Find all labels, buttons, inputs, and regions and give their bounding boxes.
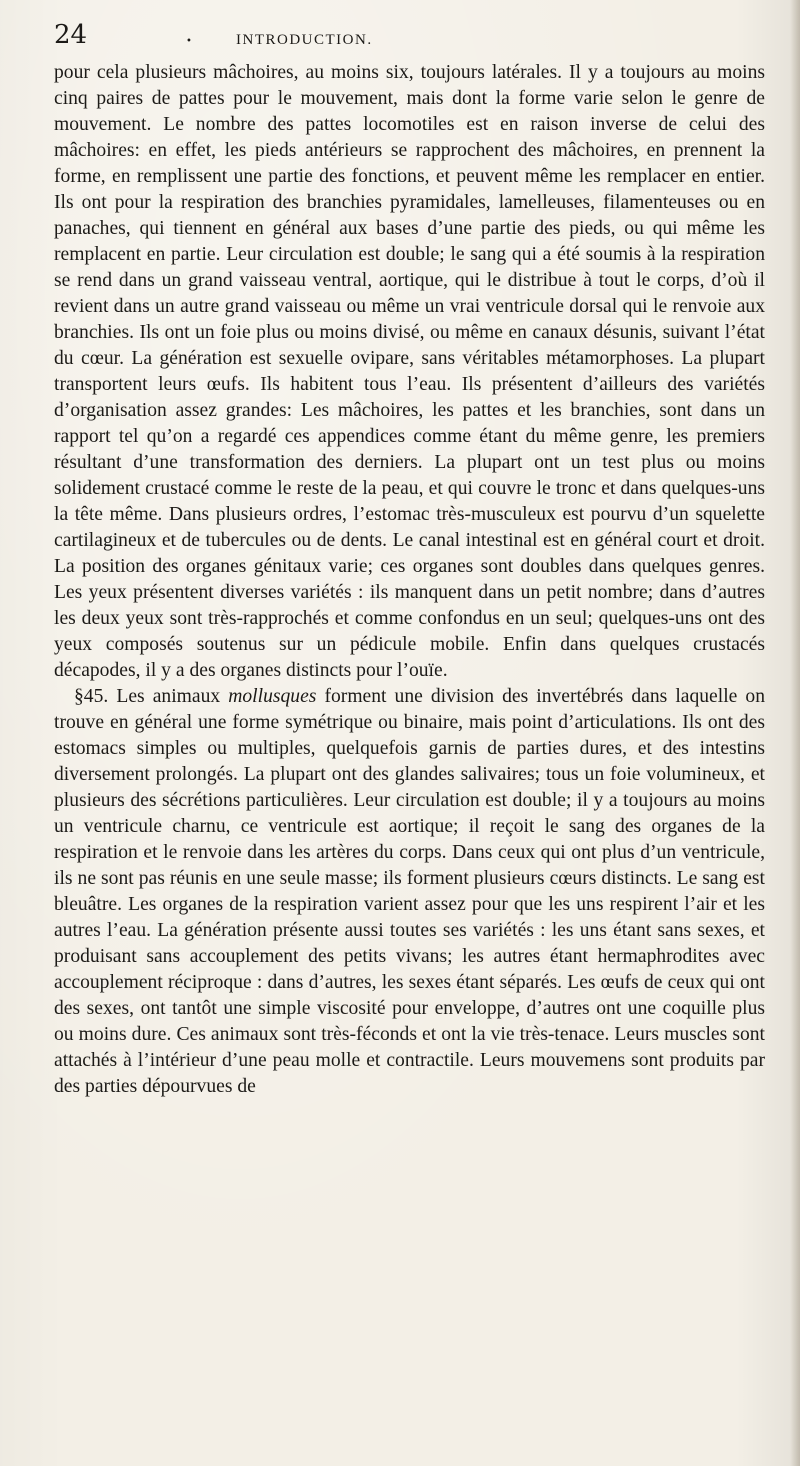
page-edge-shadow bbox=[790, 0, 800, 1466]
paragraph-crustaces bbox=[54, 60, 765, 684]
paragraph-lead: Les animaux bbox=[116, 686, 221, 707]
body-text bbox=[54, 60, 765, 1100]
italic-term: mollusques bbox=[228, 686, 317, 707]
section-number: §45. bbox=[74, 686, 109, 707]
header-dot-mark: • bbox=[186, 36, 192, 47]
page-header bbox=[54, 18, 754, 58]
paragraph-text: forment une division des invertébrés dans laquelle on trouve en général une forme symétrique ou binaire, mais point d’articulations. Ils ont des estomacs simples ou multiples, quelquefois garnis de parties dures, et des intestins diversement prolongés. La plupart ont des glandes salivaires; tous un foie volumineux, et plusieurs des sécrétions particulières. Leur circulation est double; il y a toujours au moins un ventricule charnu, ce ventricule est aortique; il reçoit le sang des organes de la respiration et le renvoie dans les artères du corps. Dans ceux qui ont plus d’un ventricule, ils ne sont pas réunis en une seule masse; ils forment plusieurs cœurs distincts. Le sang est bleuâtre. Les organes de la respiration varient assez pour que les uns respirent l’air et les autres l’eau. La génération présente aussi toutes ses variétés : les uns étant sans sexes, et produisant sans accouplement des petits vivans; les autres étant hermaphrodites avec accouplement réciproque : dans d’autres, les sexes étant séparés. Les œufs de ceux qui ont des sexes, ont tantôt une simple viscosité pour enveloppe, d’autres ont une coquille plus ou moins dure. Ces animaux sont très-féconds et ont la vie très-tenace. Leurs muscles sont attachés à l’intérieur d’une peau molle et contractile. Leurs mouvemens sont produits par des parties dépourvues de bbox=[54, 686, 765, 1097]
paragraph-text: pour cela plusieurs mâchoires, au moins six, toujours latérales. Il y a toujours au moins cinq paires de pattes pour le mouvement, mais dont la forme varie selon le genre de mouvement. Le nombre des pattes locomotiles est en raison inverse de celui des mâchoires: en effet, les pieds antérieurs se rapprochent des mâchoires, en prennent la forme, en remplissent une partie des fonctions, et peuvent même les remplacer en entier. Ils ont pour la respiration des branchies pyramidales, lamelleuses, filamenteuses ou en panaches, qui tiennent en général aux bases d’une partie des pieds, ou qui même les remplacent en partie. Leur circulation est double; le sang qui a été soumis à la respiration se rend dans un grand vaisseau ventral, aortique, qui le distribue à tout le corps, d’où il revient dans un autre grand vaisseau ou même un vrai ventricule dorsal qui le renvoie aux branchies. Ils ont un foie plus ou moins divisé, ou même en canaux désunis, suivant l’état du cœur. La génération est sexuelle ovipare, sans véritables métamorphoses. La plupart transportent leurs œufs. Ils habitent tous l’eau. Ils présentent d’ailleurs des variétés d’organisation assez grandes: Les mâchoires, les pattes et les branchies, sont dans un rapport tel qu’on a regardé ces appendices comme étant du même genre, les premiers résultant d’une transformation des derniers. La plupart ont un test plus ou moins solidement crustacé comme le reste de la peau, et qui couvre le tronc et dans quelques-uns la tête même. Dans plusieurs ordres, l’estomac très-musculeux est pourvu d’un squelette cartilagineux et de tubercules ou de dents. Le canal intestinal est en général court et droit. La position des organes génitaux varie; ces organes sont doubles dans quelques genres. Les yeux présentent diverses variétés : ils manquent dans un petit nombre; dans d’autres les deux yeux sont très-rapprochés et comme confondus en un seul; quelques-uns ont des yeux composés soutenus sur un pédicule mobile. Enfin dans quelques crustacés décapodes, il y a des organes distincts pour l’ouïe. bbox=[54, 62, 765, 681]
page-number: 24 bbox=[54, 20, 88, 50]
running-title: INTRODUCTION. bbox=[236, 32, 373, 48]
paragraph-mollusques bbox=[54, 684, 765, 1100]
